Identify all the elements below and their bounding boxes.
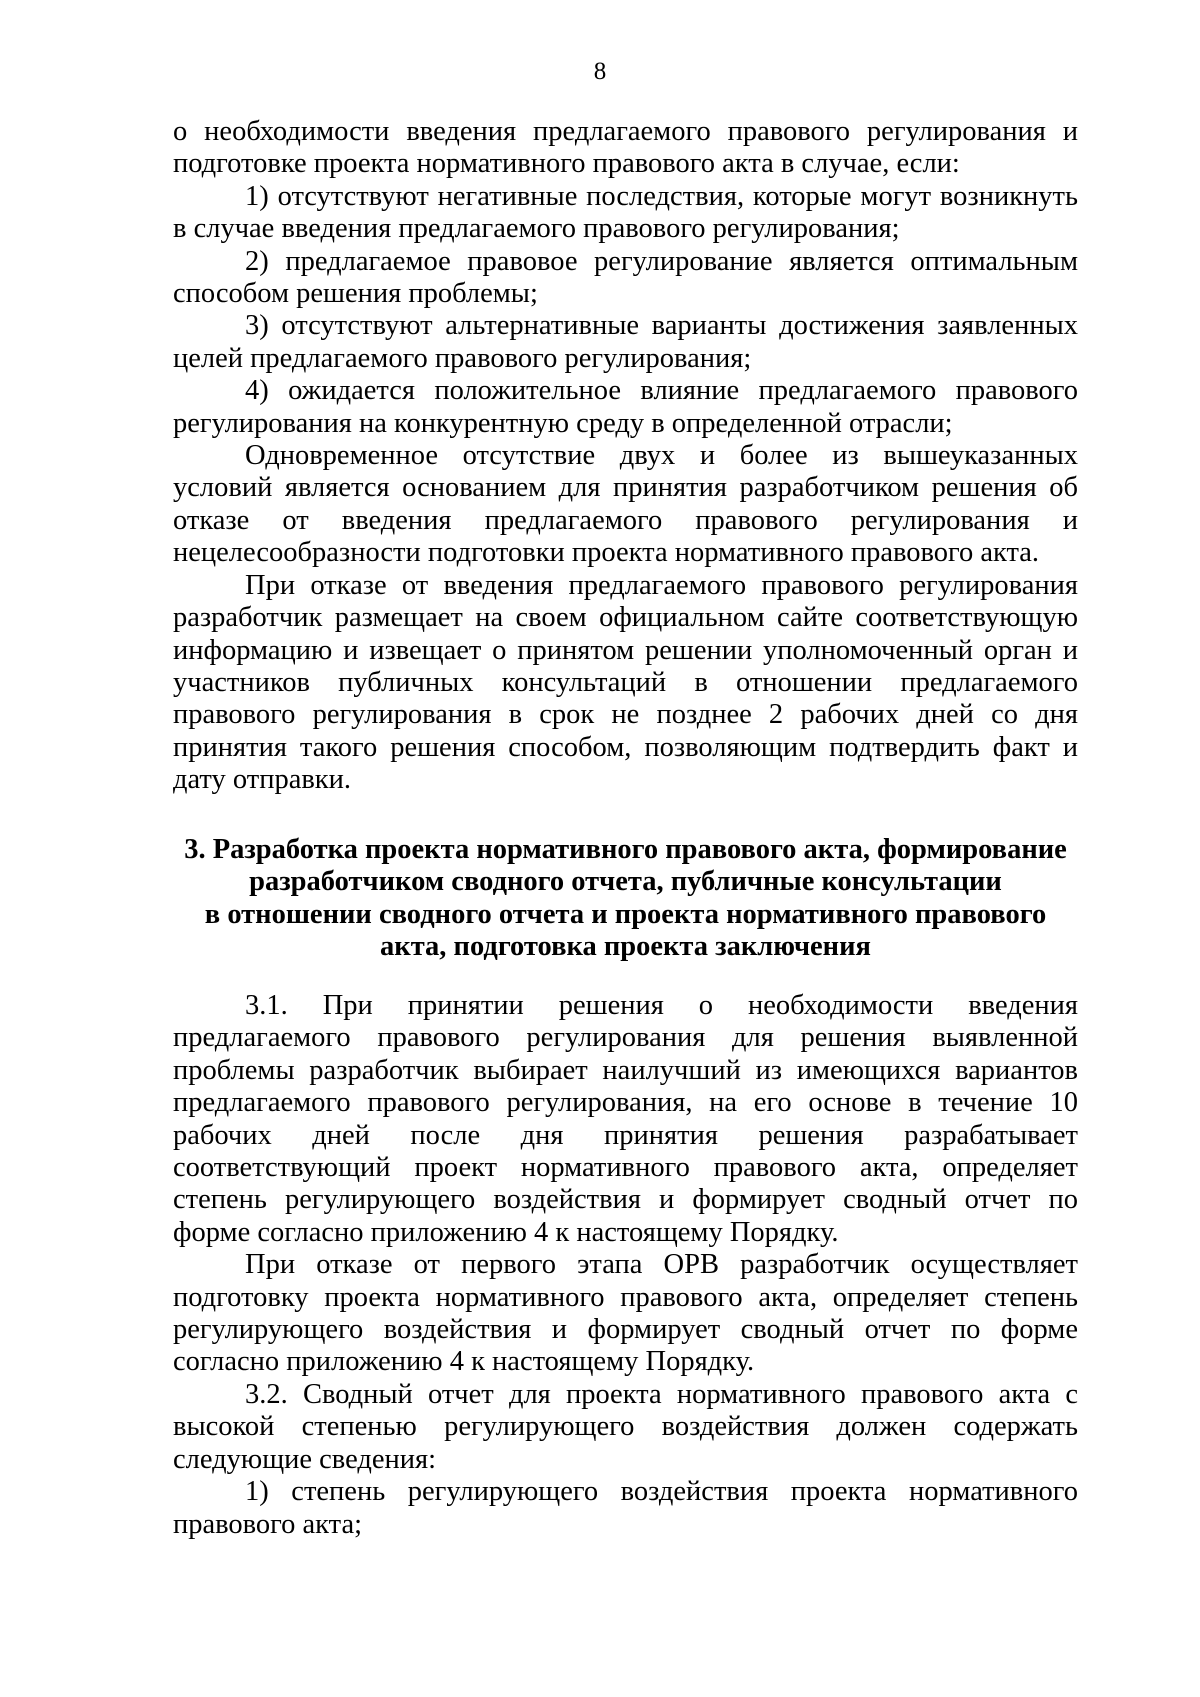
- section-heading-line: в отношении сводного отчета и проекта нормативного правового: [204, 898, 1047, 930]
- section-heading-line: акта, подготовка проекта заключения: [380, 931, 871, 963]
- body-text-block-1: [173, 116, 1078, 797]
- page-number: 8: [593, 58, 607, 85]
- paragraph: 1) степень регулирующего воздействия проекта нормативного правового акта;: [173, 1476, 1078, 1540]
- paragraph: 2) предлагаемое правовое регулирование является оптимальным способом решения проблемы;: [173, 245, 1078, 310]
- paragraph: 3.1. При принятии решения о необходимости введения предлагаемого правового регулирования для решения выявленной проблемы разработчик выбирает наилучший из имеющихся вариантов предлагаемого правового регулирования, на его основе в течение 10 рабочих дней после дня принятия решения разрабатывает соответствующий проект нормативного правового акта, определяет степень регулирующего воздействия и формирует сводный отчет по форме согласно приложению 4 к настоящему Порядку.: [173, 990, 1078, 1248]
- section-heading-line: 3. Разработка проекта нормативного правового акта, формирование: [184, 834, 1067, 865]
- body-text-block-2: [173, 990, 1078, 1541]
- paragraph: о необходимости введения предлагаемого правового регулирования и подготовке проекта нормативного правового акта в случае, если:: [173, 116, 1078, 180]
- section-heading-line: разработчиком сводного отчета, публичные консультации: [249, 866, 1002, 898]
- paragraph: 4) ожидается положительное влияние предлагаемого правового регулирования на конкурентную среду в определенной отрасли;: [173, 375, 1078, 439]
- section-heading: [173, 834, 1078, 964]
- paragraph: 1) отсутствуют негативные последствия, которые могут возникнуть в случае введения предлагаемого правового регулирования;: [173, 180, 1078, 245]
- paragraph: При отказе от первого этапа ОРВ разработчик осуществляет подготовку проекта нормативного правового акта, определяет степень регулирующего воздействия и формирует сводный отчет по форме согласно приложению 4 к настоящему Порядку.: [173, 1249, 1078, 1378]
- paragraph: 3.2. Сводный отчет для проекта нормативного правового акта с высокой степенью регулирующего воздействия должен содержать следующие сведения:: [173, 1378, 1078, 1475]
- paragraph: 3) отсутствуют альтернативные варианты достижения заявленных целей предлагаемого правового регулирования;: [173, 310, 1078, 374]
- paragraph: Одновременное отсутствие двух и более из вышеуказанных условий является основанием для принятия разработчиком решения об отказе от введения предлагаемого правового регулирования и нецелесообразности подготовки проекта нормативного правового акта.: [173, 440, 1078, 569]
- paragraph: При отказе от введения предлагаемого правового регулирования разработчик размещает на своем официальном сайте соответствующую информацию и извещает о принятом решении уполномоченный орган и участников публичных консультаций в отношении предлагаемого правового регулирования в срок не позднее 2 рабочих дней со дня принятия такого решения способом, позволяющим подтвердить факт и дату отправки.: [173, 569, 1078, 796]
